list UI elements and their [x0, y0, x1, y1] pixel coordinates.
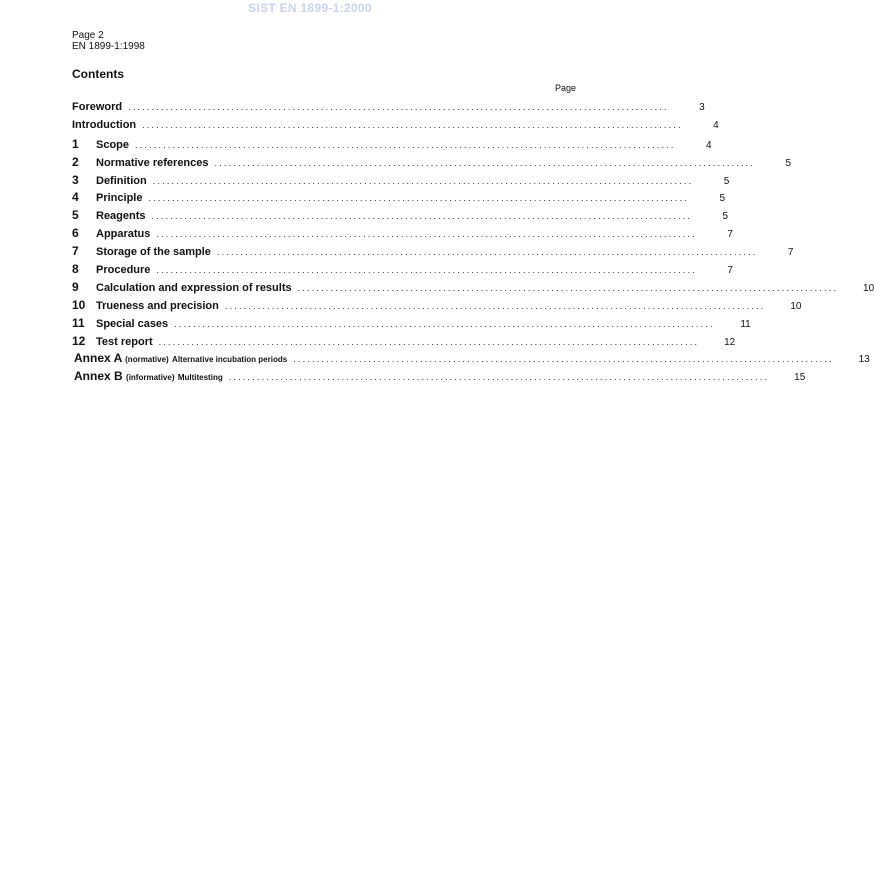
dot-leader: ................................................................................................................... — [224, 300, 766, 311]
toc-entry-page: 5 — [785, 157, 792, 169]
toc-entry-definition[interactable] — [72, 172, 730, 191]
toc-entry-trueness[interactable] — [72, 297, 802, 316]
annex-label: Annex A — [74, 351, 122, 366]
toc-entry-title: Test report — [96, 335, 153, 348]
toc-entry-title: Definition — [96, 174, 147, 187]
dot-leader: ................................................................................................................... — [152, 175, 694, 186]
dot-leader: ................................................................................................................... — [148, 193, 690, 204]
standard-id: EN 1899-1:1998 — [72, 41, 145, 52]
toc-entry-number: 3 — [72, 172, 79, 187]
toc-entry-number: 6 — [72, 226, 79, 241]
toc-entry-page: 5 — [723, 175, 730, 187]
toc-entry-introduction[interactable] — [72, 118, 719, 137]
toc-entry-title: Foreword — [72, 101, 123, 113]
toc-entry-title: Apparatus — [96, 228, 151, 241]
toc-entry-procedure[interactable] — [72, 262, 733, 280]
toc-entry-page: 3 — [699, 102, 705, 113]
toc-entry-number: 2 — [72, 154, 79, 169]
toc-entry-principle[interactable] — [72, 190, 726, 208]
toc-entry-page: 4 — [713, 119, 719, 131]
toc-entry-title: Principle — [96, 192, 143, 205]
toc-entry-annex-b[interactable] — [72, 369, 806, 387]
toc-entry-number: 7 — [72, 244, 79, 259]
toc-entry-number: 12 — [72, 333, 86, 348]
dot-leader: ................................................................................................................... — [142, 119, 683, 130]
toc-entry-page: 10 — [863, 282, 874, 294]
dot-leader: ................................................................................................................... — [214, 157, 756, 168]
toc-entry-calculation[interactable] — [72, 279, 874, 298]
toc-entry-title: Special cases — [96, 317, 169, 330]
dot-leader: ................................................................................................................... — [297, 282, 839, 293]
dot-leader: ................................................................................................................... — [156, 265, 697, 276]
annex-label: Annex B — [74, 369, 123, 384]
dot-leader: ................................................................................................................... — [156, 229, 697, 240]
toc-entry-apparatus[interactable] — [72, 226, 733, 244]
page-number: Page 2 — [72, 30, 104, 41]
toc-entry-title: Storage of the sample — [96, 246, 211, 259]
toc-entry-foreword[interactable] — [72, 101, 705, 119]
toc-entry-test-report[interactable] — [72, 333, 736, 352]
dot-leader: ................................................................................................................... — [128, 102, 669, 112]
toc-annex-title — [74, 369, 223, 383]
annex-kind: (normative) — [125, 355, 169, 365]
toc-entry-storage-of-sample[interactable] — [72, 244, 794, 262]
toc-entry-title: Trueness and precision — [96, 299, 219, 312]
toc-entry-number: 5 — [72, 208, 79, 223]
dot-leader: ................................................................................................................... — [151, 211, 693, 222]
toc-entry-title: Introduction — [72, 118, 137, 131]
toc-entry-page: 7 — [787, 247, 794, 259]
toc-entry-page: 5 — [722, 211, 729, 223]
toc-entry-page: 11 — [740, 318, 751, 330]
page-header — [72, 30, 145, 52]
toc-entry-title: Normative references — [96, 156, 209, 169]
page-column-label: Page — [555, 83, 577, 93]
toc-entry-number: 1 — [72, 136, 79, 151]
toc-entry-title: Reagents — [96, 210, 146, 223]
dot-leader: ................................................................................................................... — [158, 336, 700, 347]
toc-entry-number: 4 — [72, 190, 79, 205]
toc-entry-special-cases[interactable] — [72, 315, 751, 334]
toc-entry-page: 7 — [727, 229, 733, 241]
toc-entry-number: 9 — [72, 279, 79, 294]
toc-entry-scope[interactable] — [72, 136, 712, 155]
toc-annex-title — [74, 351, 287, 365]
toc-entry-page: 7 — [727, 265, 733, 277]
annex-title: Multitesting — [177, 373, 223, 383]
contents-heading: Contents — [72, 67, 124, 81]
toc-entry-reagents[interactable] — [72, 208, 729, 226]
dot-leader: ................................................................................................................... — [216, 247, 758, 258]
toc-entry-title: Procedure — [96, 264, 151, 277]
dot-leader: ................................................................................................................... — [293, 354, 834, 365]
toc-entry-number: 8 — [72, 262, 79, 277]
toc-entry-page: 4 — [706, 139, 712, 151]
dot-leader: ................................................................................................................... — [135, 139, 676, 150]
toc-entry-page: 15 — [794, 372, 806, 384]
dot-leader: ................................................................................................................... — [174, 318, 715, 329]
toc-entry-page: 5 — [719, 193, 726, 205]
toc-entry-page: 10 — [790, 300, 802, 312]
toc-entry-title: Calculation and expression of results — [96, 281, 292, 294]
dot-leader: ................................................................................................................... — [228, 372, 770, 383]
toc-entry-number: 11 — [72, 315, 85, 330]
toc-entry-page: 12 — [724, 336, 736, 348]
toc-entry-number: 10 — [72, 297, 86, 312]
toc-entry-annex-a[interactable] — [72, 351, 870, 369]
toc-entry-normative-references[interactable] — [72, 154, 792, 173]
table-of-contents — [72, 101, 874, 387]
toc-entry-title: Scope — [96, 138, 130, 151]
watermark: SIST EN 1899-1:2000 — [248, 1, 372, 15]
annex-kind: (informative) — [126, 373, 175, 383]
toc-entry-page: 13 — [858, 354, 870, 366]
annex-title: Alternative incubation periods — [172, 355, 288, 365]
